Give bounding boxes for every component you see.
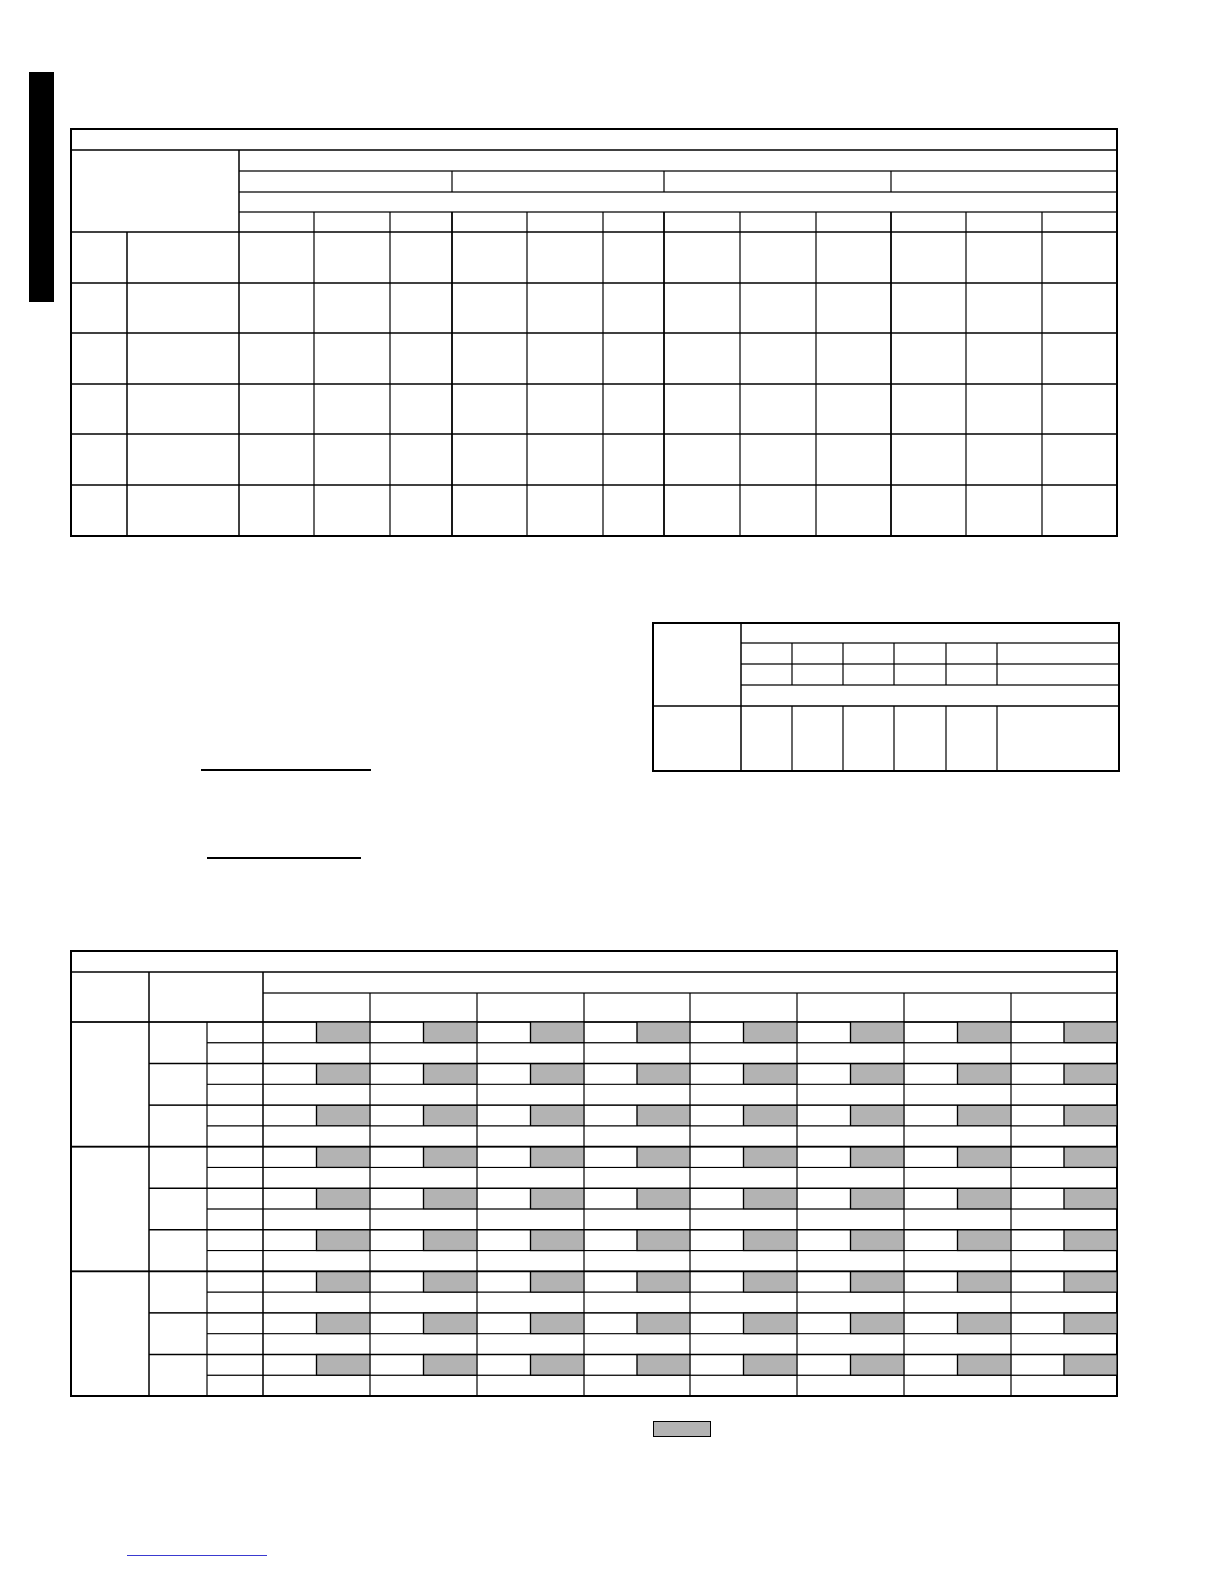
shaded-cell (851, 1022, 905, 1043)
shaded-cell (531, 1313, 585, 1334)
shaded-cell (637, 1022, 690, 1043)
shaded-cell (958, 1147, 1012, 1168)
table-small (653, 623, 1119, 771)
shaded-cell (1064, 1022, 1117, 1043)
shaded-cell (851, 1147, 905, 1168)
shaded-cell (317, 1271, 371, 1292)
footer-link[interactable] (127, 1555, 267, 1556)
shaded-cell (531, 1105, 585, 1126)
shaded-cell (958, 1022, 1012, 1043)
shaded-cell (958, 1271, 1012, 1292)
shaded-cell (424, 1313, 478, 1334)
shaded-cell (637, 1188, 690, 1209)
shaded-cell (851, 1064, 905, 1085)
shaded-cell (637, 1230, 690, 1251)
table-small-frame (653, 623, 1119, 771)
shaded-cell (958, 1230, 1012, 1251)
shaded-cell (637, 1271, 690, 1292)
shaded-cell (424, 1354, 478, 1375)
shaded-cell (637, 1064, 690, 1085)
shaded-cell (637, 1105, 690, 1126)
shaded-cell (424, 1022, 478, 1043)
shaded-cell (531, 1230, 585, 1251)
shaded-cell (1064, 1354, 1117, 1375)
shaded-cell (317, 1313, 371, 1334)
shaded-cell (958, 1313, 1012, 1334)
shaded-cell (317, 1230, 371, 1251)
shaded-cell (637, 1313, 690, 1334)
shaded-cell (851, 1230, 905, 1251)
shaded-cell-legend-swatch (653, 1421, 711, 1437)
shaded-cell (744, 1147, 798, 1168)
shaded-cell (317, 1188, 371, 1209)
shaded-cell (851, 1188, 905, 1209)
shaded-cell (424, 1230, 478, 1251)
shaded-cell (744, 1230, 798, 1251)
shaded-cell (851, 1313, 905, 1334)
shaded-cell (1064, 1147, 1117, 1168)
shaded-cell (744, 1188, 798, 1209)
shaded-cell (851, 1271, 905, 1292)
shaded-cell (317, 1064, 371, 1085)
shaded-cell (531, 1354, 585, 1375)
shaded-cell (637, 1147, 690, 1168)
formula-line-2 (207, 857, 361, 859)
shaded-cell (317, 1105, 371, 1126)
shaded-cell (317, 1022, 371, 1043)
shaded-cell (744, 1354, 798, 1375)
shaded-cell (531, 1147, 585, 1168)
shaded-cell (531, 1271, 585, 1292)
shaded-cell (317, 1147, 371, 1168)
shaded-cell (958, 1105, 1012, 1126)
shaded-cell (424, 1271, 478, 1292)
shaded-cell (744, 1105, 798, 1126)
shaded-cell (531, 1064, 585, 1085)
shaded-cell (744, 1064, 798, 1085)
shaded-cell (424, 1064, 478, 1085)
shaded-cell (424, 1105, 478, 1126)
shaded-cell (958, 1354, 1012, 1375)
shaded-cell (1064, 1313, 1117, 1334)
shaded-cell (1064, 1230, 1117, 1251)
formula-line-1 (201, 769, 371, 771)
shaded-cell (424, 1147, 478, 1168)
shaded-cell (851, 1354, 905, 1375)
shaded-cell (637, 1354, 690, 1375)
shaded-cell (424, 1188, 478, 1209)
shaded-cell (531, 1188, 585, 1209)
shaded-cell (317, 1354, 371, 1375)
shaded-cell (744, 1271, 798, 1292)
shaded-cell (1064, 1271, 1117, 1292)
shaded-cell (744, 1022, 798, 1043)
shaded-cell (744, 1313, 798, 1334)
table-top (71, 129, 1117, 536)
shaded-cell (1064, 1188, 1117, 1209)
shaded-cell (531, 1022, 585, 1043)
shaded-cell (1064, 1105, 1117, 1126)
table-bottom (71, 951, 1117, 1396)
shaded-cell (1064, 1064, 1117, 1085)
shaded-cell (851, 1105, 905, 1126)
shaded-cell (958, 1064, 1012, 1085)
shaded-cell (958, 1188, 1012, 1209)
